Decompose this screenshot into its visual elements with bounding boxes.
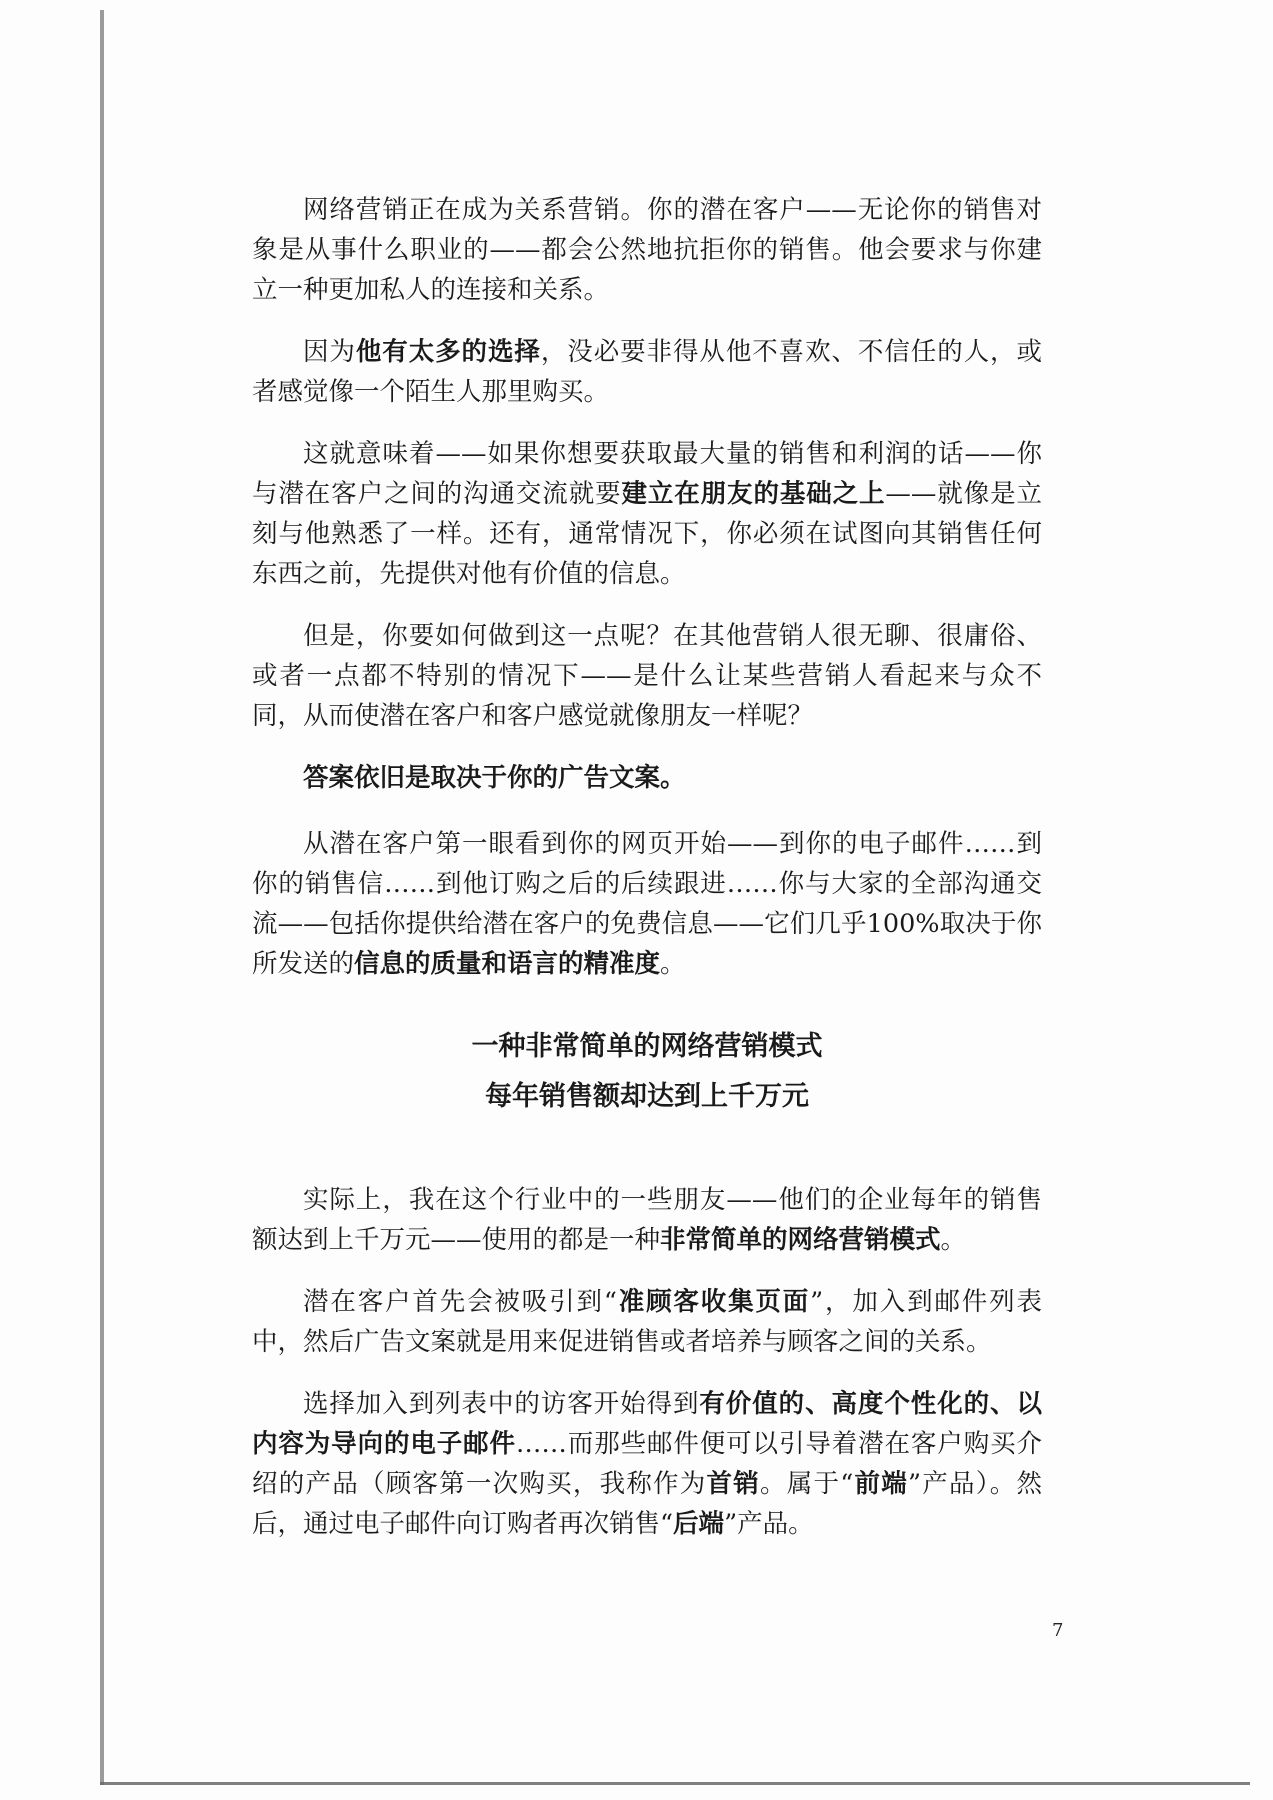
- paragraph-6: [252, 824, 1042, 984]
- paragraph-9-bold-b: 首销: [706, 1469, 761, 1499]
- paragraph-9-text-e: ”产品。: [724, 1509, 814, 1539]
- paragraph-4: [252, 616, 1042, 736]
- paragraph-3-bold: 建立在朋友的基础之上: [621, 479, 886, 509]
- answer-statement: [252, 758, 1042, 798]
- paragraph-8-text-b: ”，加入到邮件列表中，然后广告文案就是用来促进销售或者培养与顾客之间的关系。: [252, 1287, 1042, 1357]
- paragraph-4-text: 但是，你要如何做到这一点呢？在其他营销人很无聊、很庸俗、或者一点都不特别的情况下——是什么让某些营销人看起来与众不同，从而使潜在客户和客户感觉就像朋友一样呢？: [252, 621, 1042, 731]
- paragraph-2: [252, 332, 1042, 412]
- section-heading-line-2: 每年销售额却达到上千万元: [485, 1081, 809, 1112]
- paragraph-6-text-a: 从潜在客户第一眼看到你的网页开始——到你的电子邮件……到你的销售信……到他订购之后的后续跟进……你与大家的全部沟通交流——包括你提供给潜在客户的免费信息——它们几乎100%取决于你所发送的: [252, 829, 1042, 979]
- paragraph-9: [252, 1384, 1042, 1544]
- section-heading-line-1: 一种非常简单的网络营销模式: [471, 1031, 823, 1062]
- paragraph-9-text-b: ……而那些邮件便可以引导着潜在客户购买介绍的产品（顾客第一次购买，我称作为: [252, 1429, 1042, 1499]
- paragraph-6-bold: 信息的质量和语言的精准度: [354, 949, 661, 979]
- paragraph-7-bold: 非常简单的网络营销模式: [660, 1225, 941, 1255]
- paragraph-6-text-b: 。: [660, 949, 686, 979]
- paragraph-8: [252, 1282, 1042, 1362]
- paragraph-9-bold-a: 有价值的、高度个性化的、以内容为导向的电子邮件: [252, 1389, 1042, 1459]
- paragraph-9-bold-c: 前端: [853, 1469, 908, 1499]
- bottom-edge-line: [100, 1782, 1250, 1785]
- paragraph-9-bold-d: 后端: [673, 1509, 725, 1539]
- page-number: 7: [1052, 1620, 1064, 1641]
- paragraph-8-text-a: 潜在客户首先会被吸引到“: [303, 1287, 617, 1317]
- section-heading: [252, 1022, 1042, 1122]
- binding-edge-line: [100, 10, 104, 1785]
- paragraph-2-text-b: ，没必要非得从他不喜欢、不信任的人，或者感觉像一个陌生人那里购买。: [252, 337, 1042, 407]
- paragraph-2-bold: 他有太多的选择: [355, 337, 541, 367]
- paragraph-7-text-b: 。: [940, 1225, 967, 1255]
- paragraph-7-text-a: 实际上，我在这个行业中的一些朋友——他们的企业每年的销售额达到上千万元——使用的都是一种: [252, 1185, 1042, 1255]
- paragraph-3: [252, 434, 1042, 594]
- paragraph-7: [252, 1180, 1042, 1260]
- paragraph-3-text-b: ——就像是立刻与他熟悉了一样。还有，通常情况下，你必须在试图向其销售任何东西之前，先提供对他有价值的信息。: [252, 479, 1042, 589]
- paragraph-2-text-a: 因为: [303, 337, 356, 367]
- answer-statement-text: 答案依旧是取决于你的广告文案。: [303, 763, 686, 793]
- paragraph-9-text-a: 选择加入到列表中的访客开始得到: [303, 1389, 700, 1419]
- paragraph-8-bold: 准顾客收集页面: [616, 1287, 811, 1317]
- paragraph-9-text-d: ”产品）。然后，通过电子邮件向订购者再次销售“: [252, 1469, 1042, 1539]
- page-content: [252, 190, 1042, 1566]
- paragraph-1-text: 网络营销正在成为关系营销。你的潜在客户——无论你的销售对象是从事什么职业的——都会公然地抗拒你的销售。他会要求与你建立一种更加私人的连接和关系。: [252, 195, 1042, 305]
- paragraph-1: [252, 190, 1042, 310]
- paragraph-9-text-c: 。属于“: [760, 1469, 854, 1499]
- paragraph-3-text-a: 这就意味着——如果你想要获取最大量的销售和利润的话——你与潜在客户之间的沟通交流就要: [252, 439, 1042, 509]
